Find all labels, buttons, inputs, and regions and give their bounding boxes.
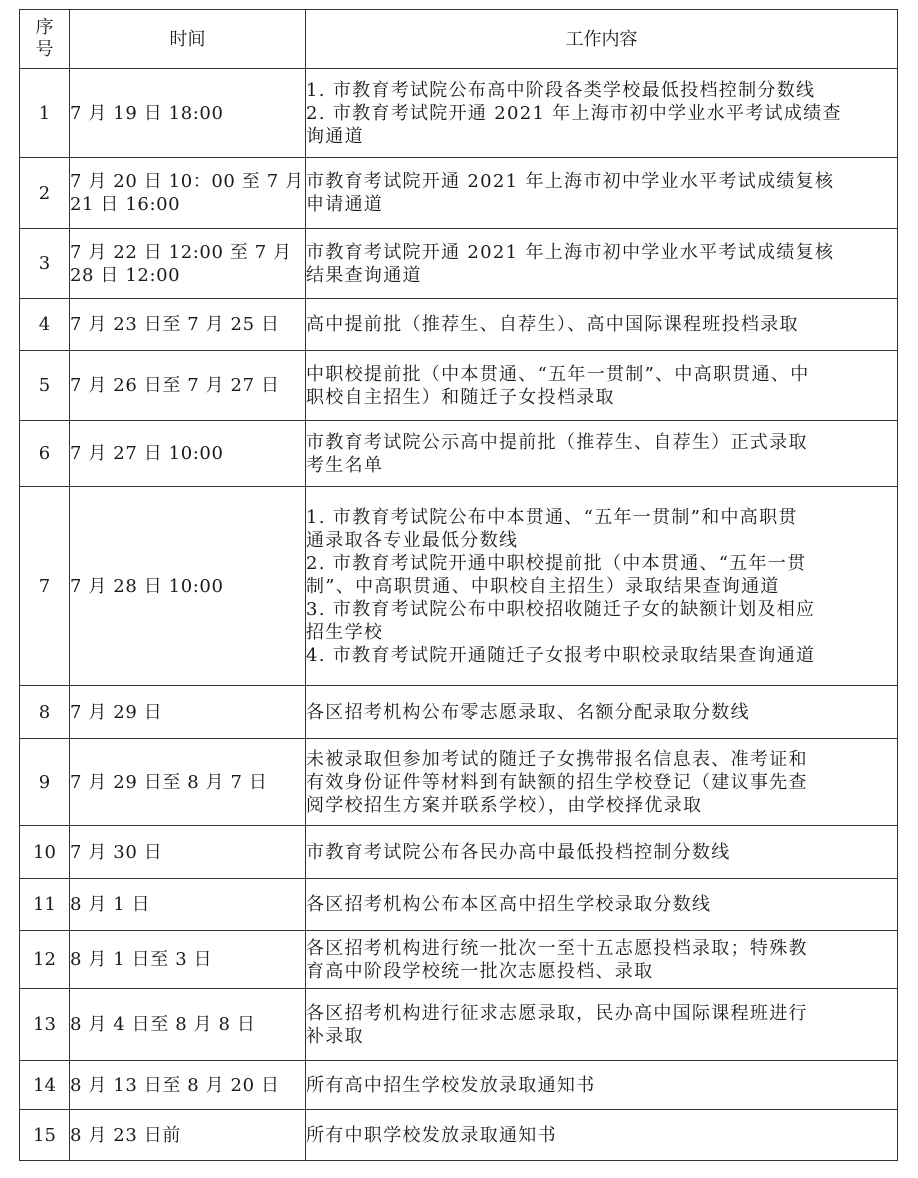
- work-content-line: 3. 市教育考试院公布中职校招收随迁子女的缺额计划及相应: [306, 598, 816, 620]
- row-work-content: [306, 826, 898, 879]
- row-work-content: [306, 421, 898, 487]
- work-content-line: 中职校提前批（中本贯通、“五年一贯制”、中高职贯通、中: [306, 363, 810, 385]
- table-row: [20, 739, 898, 826]
- table-row: [20, 1061, 898, 1110]
- work-content-line: 各区招考机构公布零志愿录取、名额分配录取分数线: [306, 701, 750, 723]
- work-content-line: 市教育考试院公布各民办高中最低投档控制分数线: [306, 841, 731, 863]
- row-work-content: [306, 487, 898, 686]
- work-content-line: 考生名单: [306, 454, 384, 476]
- table-row: [20, 1110, 898, 1161]
- work-content-line: 未被录取但参加考试的随迁子女携带报名信息表、准考证和: [306, 748, 808, 770]
- work-content-line: 高中提前批（推荐生、自荐生）、高中国际课程班投档录取: [306, 314, 799, 335]
- work-content-line: 市教育考试院公示高中提前批（推荐生、自荐生）正式录取: [306, 431, 808, 453]
- work-content-line: 市教育考试院开通 2021 年上海市初中学业水平考试成绩复核: [306, 241, 835, 263]
- row-serial-number: 4: [20, 299, 70, 351]
- work-content-line: 询通道: [306, 125, 364, 147]
- work-content-line: 招生学校: [306, 621, 384, 643]
- work-content-line: 有效身份证件等材料到有缺额的招生学校登记（建议事先查: [306, 771, 808, 793]
- header-serial-number: 序号: [20, 10, 70, 69]
- work-content-line: 制”、中高职贯通、中职校自主招生）录取结果查询通道: [306, 575, 780, 597]
- admission-schedule-table: [19, 9, 898, 1161]
- work-content-line: 阅学校招生方案并联系学校），由学校择优录取: [306, 794, 703, 816]
- table-row: [20, 158, 898, 229]
- table-row: [20, 421, 898, 487]
- row-serial-number: 1: [20, 69, 70, 158]
- table-row: [20, 686, 898, 739]
- row-work-content: [306, 69, 898, 158]
- work-content-line: 各区招考机构进行统一批次一至十五志愿投档录取；特殊教: [306, 937, 808, 959]
- row-work-content: [306, 351, 898, 421]
- row-time: 8 月 1 日至 3 日: [70, 931, 306, 989]
- row-time: 7 月 29 日至 8 月 7 日: [70, 739, 306, 826]
- row-time: 7 月 26 日至 7 月 27 日: [70, 351, 306, 421]
- row-serial-number: 7: [20, 487, 70, 686]
- table-row: [20, 826, 898, 879]
- row-time: 7 月 22 日 12:00 至 7 月 28 日 12:00: [70, 229, 306, 299]
- row-time: 8 月 23 日前: [70, 1110, 306, 1161]
- row-time: 7 月 23 日至 7 月 25 日: [70, 299, 306, 351]
- row-time: 7 月 27 日 10:00: [70, 421, 306, 487]
- row-work-content: [306, 1110, 898, 1161]
- table-row: [20, 69, 898, 158]
- work-content-line: 市教育考试院开通 2021 年上海市初中学业水平考试成绩复核: [306, 171, 835, 192]
- row-work-content: [306, 931, 898, 989]
- row-serial-number: 5: [20, 351, 70, 421]
- row-work-content: [306, 299, 898, 351]
- row-serial-number: 9: [20, 739, 70, 826]
- row-serial-number: 11: [20, 879, 70, 931]
- work-content-line: 1. 市教育考试院公布高中阶段各类学校最低投档控制分数线: [306, 79, 816, 101]
- work-content-line: 育高中阶段学校统一批次志愿投档、录取: [306, 960, 654, 982]
- work-content-line: 1. 市教育考试院公布中本贯通、“五年一贯制”和中高职贯: [306, 506, 798, 528]
- table-row: [20, 879, 898, 931]
- row-time: 8 月 1 日: [70, 879, 306, 931]
- row-serial-number: 6: [20, 421, 70, 487]
- row-serial-number: 8: [20, 686, 70, 739]
- row-time: 7 月 29 日: [70, 686, 306, 739]
- work-content-line: 结果查询通道: [306, 264, 422, 286]
- header-time: 时间: [70, 10, 306, 69]
- row-time: 8 月 4 日至 8 月 8 日: [70, 989, 306, 1061]
- work-content-line: 4. 市教育考试院开通随迁子女报考中职校录取结果查询通道: [306, 644, 816, 666]
- row-time: 7 月 28 日 10:00: [70, 487, 306, 686]
- row-serial-number: 13: [20, 989, 70, 1061]
- work-content-line: 通录取各专业最低分数线: [306, 529, 519, 551]
- work-content-line: 申请通道: [306, 194, 384, 215]
- work-content-line: 各区招考机构公布本区高中招生学校录取分数线: [306, 894, 712, 915]
- row-serial-number: 10: [20, 826, 70, 879]
- table-row: [20, 989, 898, 1061]
- table-row: [20, 229, 898, 299]
- work-content-line: 补录取: [306, 1025, 364, 1047]
- row-work-content: [306, 229, 898, 299]
- table-row: [20, 299, 898, 351]
- work-content-line: 所有中职学校发放录取通知书: [306, 1124, 557, 1146]
- row-serial-number: 12: [20, 931, 70, 989]
- work-content-line: 职校自主招生）和随迁子女投档录取: [306, 386, 615, 408]
- table-row: [20, 351, 898, 421]
- row-time: 7 月 30 日: [70, 826, 306, 879]
- table-row: [20, 931, 898, 989]
- header-work-content: 工作内容: [306, 10, 898, 69]
- work-content-line: 2. 市教育考试院开通 2021 年上海市初中学业水平考试成绩查: [306, 102, 842, 124]
- row-time: 8 月 13 日至 8 月 20 日: [70, 1061, 306, 1110]
- row-time: 7 月 19 日 18:00: [70, 69, 306, 158]
- work-content-line: 所有高中招生学校发放录取通知书: [306, 1074, 596, 1096]
- row-work-content: [306, 1061, 898, 1110]
- table-header-row: [20, 10, 898, 69]
- work-content-line: 各区招考机构进行征求志愿录取，民办高中国际课程班进行: [306, 1002, 808, 1024]
- row-work-content: [306, 158, 898, 229]
- row-serial-number: 3: [20, 229, 70, 299]
- row-serial-number: 2: [20, 158, 70, 229]
- row-work-content: [306, 879, 898, 931]
- row-work-content: [306, 686, 898, 739]
- table-row: [20, 487, 898, 686]
- row-serial-number: 15: [20, 1110, 70, 1161]
- work-content-line: 2. 市教育考试院开通中职校提前批（中本贯通、“五年一贯: [306, 552, 807, 574]
- row-time: 7 月 20 日 10：00 至 7 月 21 日 16:00: [70, 158, 306, 229]
- row-serial-number: 14: [20, 1061, 70, 1110]
- row-work-content: [306, 739, 898, 826]
- table-body: [20, 69, 898, 1161]
- row-work-content: [306, 989, 898, 1061]
